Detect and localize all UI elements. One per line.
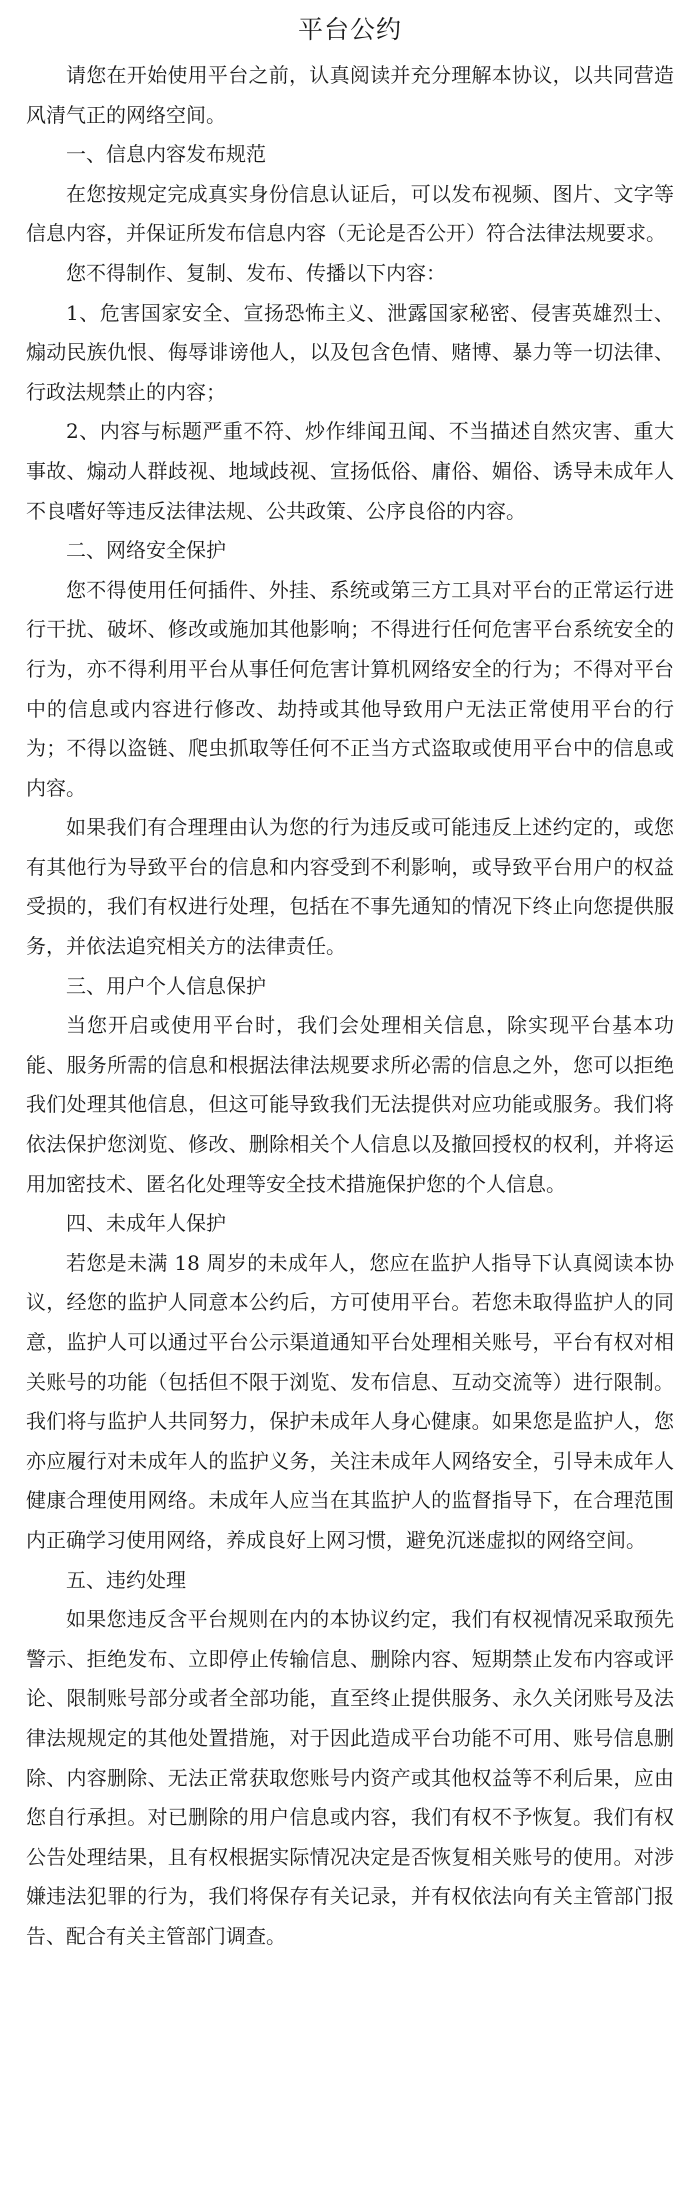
intro-paragraph: 请您在开始使用平台之前，认真阅读并充分理解本协议，以共同营造风清气正的网络空间。 [26,63,674,127]
section-heading: 二、网络安全保护 [66,538,226,563]
section-violation-handling [26,1561,674,1957]
section-personal-info [26,967,674,1205]
section-heading: 五、违约处理 [66,1567,186,1592]
section-heading: 四、未成年人保护 [66,1211,226,1236]
section-paragraph: 您不得使用任何插件、外挂、系统或第三方工具对平台的正常运行进行干扰、破坏、修改或施加其他影响；不得进行任何危害平台系统安全的行为，亦不得利用平台从事任何危害计算机网络安全的行为；不得对平台中的信息或内容进行修改、劫持或其他导致用户无法正常使用平台的行为；不得以盗链、爬虫抓取等任何不正当方式盗取或使用平台中的信息或内容。 [26,577,674,800]
section-heading: 一、信息内容发布规范 [66,142,266,167]
section-paragraph: 若您是未满 18 周岁的未成年人，您应在监护人指导下认真阅读本协议，经您的监护人同意本公约后，方可使用平台。若您未取得监护人的同意，监护人可以通过平台公示渠道通知平台处理相关账号，平台有权对相关账号的功能（包括但不限于浏览、发布信息、互动交流等）进行限制。我们将与监护人共同努力，保护未成年人身心健康。如果您是监护人，您亦应履行对未成年人的监护义务，关注未成年人网络安全，引导未成年人健康合理使用网络。未成年人应当在其监护人的监督指导下，在合理范围内正确学习使用网络，养成良好上网习惯，避免沉迷虚拟的网络空间。 [26,1250,674,1552]
section-paragraph: 您不得制作、复制、发布、传播以下内容： [66,260,446,285]
section-paragraph: 1、危害国家安全、宣扬恐怖主义、泄露国家秘密、侵害英雄烈士、煽动民族仇恨、侮辱诽谤他人，以及包含色情、赌博、暴力等一切法律、行政法规禁止的内容； [26,300,674,404]
section-paragraph: 如果您违反含平台规则在内的本协议约定，我们有权视情况采取预先警示、拒绝发布、立即停止传输信息、删除内容、短期禁止发布内容或评论、限制账号部分或者全部功能，直至终止提供服务、永久关闭账号及法律法规规定的其他处置措施，对于因此造成平台功能不可用、账号信息删除、内容删除、无法正常获取您账号内资产或其他权益等不利后果，应由您自行承担。对已删除的用户信息或内容，我们有权不予恢复。我们有权公告处理结果，且有权根据实际情况决定是否恢复相关账号的使用。对涉嫌违法犯罪的行为，我们将保存有关记录，并有权依法向有关主管部门报告、配合有关主管部门调查。 [26,1607,674,1948]
section-minor-protection [26,1204,674,1560]
section-network-security [26,531,674,967]
section-heading: 三、用户个人信息保护 [66,973,266,998]
section-info-content [26,135,674,531]
section-paragraph: 2、内容与标题严重不符、炒作绯闻丑闻、不当描述自然灾害、重大事故、煽动人群歧视、地域歧视、宣扬低俗、庸俗、媚俗、诱导未成年人不良嗜好等违反法律法规、公共政策、公序良俗的内容。 [26,419,674,523]
section-paragraph: 如果我们有合理理由认为您的行为违反或可能违反上述约定的，或您有其他行为导致平台的信息和内容受到不利影响，或导致平台用户的权益受损的，我们有权进行处理，包括在不事先通知的情况下终止向您提供服务，并依法追究相关方的法律责任。 [26,815,674,959]
page-title: 平台公约 [297,15,402,44]
section-paragraph: 当您开启或使用平台时，我们会处理相关信息，除实现平台基本功能、服务所需的信息和根据法律法规要求所必需的信息之外，您可以拒绝我们处理其他信息，但这可能导致我们无法提供对应功能或服务。我们将依法保护您浏览、修改、删除相关个人信息以及撤回授权的权利，并将运用加密技术、匿名化处理等安全技术措施保护您的个人信息。 [26,1013,674,1196]
section-paragraph: 在您按规定完成真实身份信息认证后，可以发布视频、图片、文字等信息内容，并保证所发布信息内容（无论是否公开）符合法律法规要求。 [26,181,674,246]
